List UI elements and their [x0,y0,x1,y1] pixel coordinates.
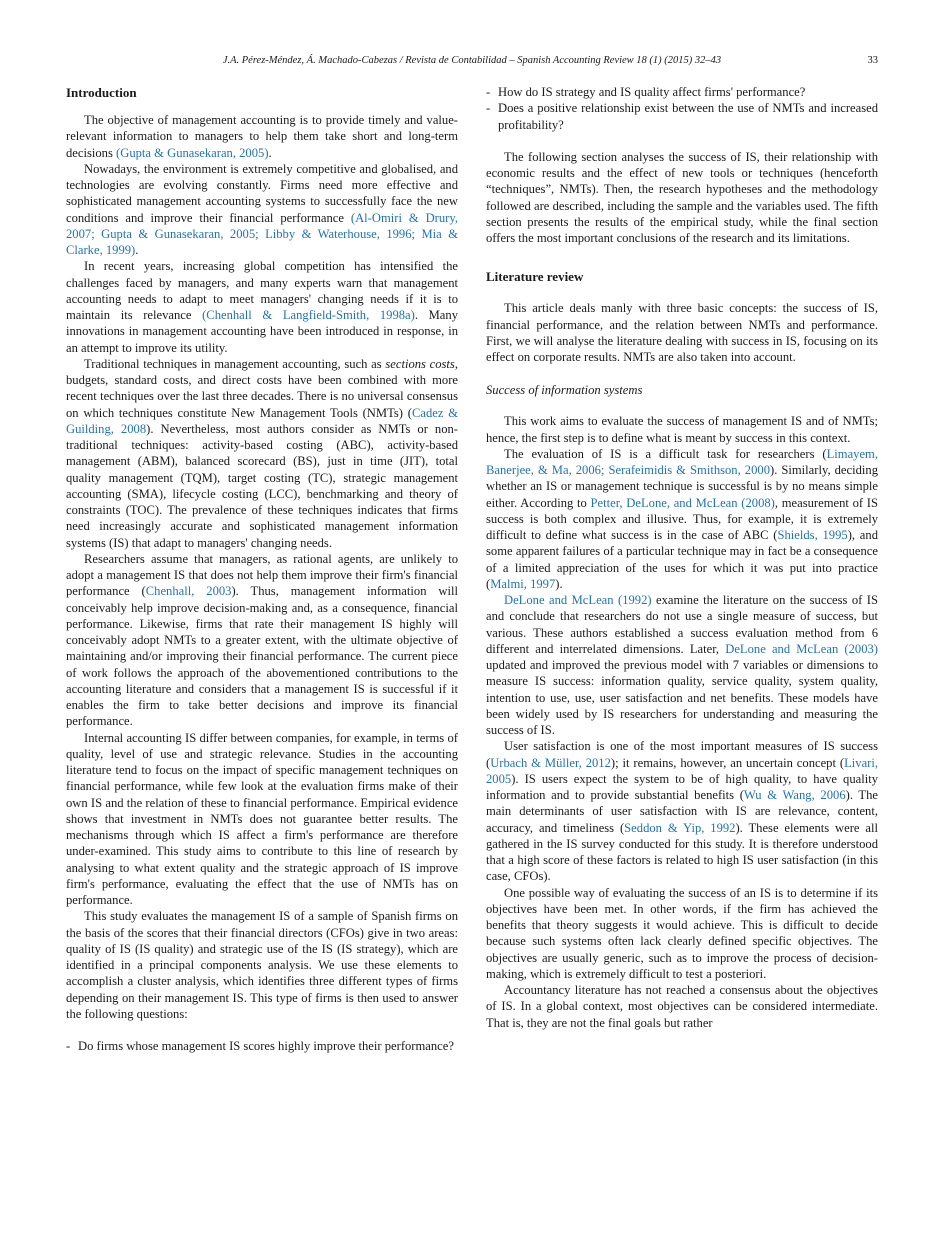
paragraph: Researchers assume that managers, as rational agents, are unlikely to adopt a management IS that does not help them improve their firm's financial performance (Chenhall, 2003). Thus, management information will conceivably help improve decision-making and, as a consequence, financial performance. Likewise, firms that rate their management IS highly will conceivably adopt NMTs to a greater extent, with the ultimate objective of maintaining and/or improving their financial performance. The current piece of work follows the approach of the abovementioned contributions to the accounting literature and considers that a management IS is successful if it enables the firm to take better decisions and improve its financial performance. [66,551,459,729]
right-column [486,84,878,1031]
paragraph: This study evaluates the management IS of a sample of Spanish firms on the basis of the scores that their financial directors (CFOs) give in two areas: quality of IS (IS quality) and strategic use of the IS (IS strategy), which are identified in a principal components analysis. We use these elements to accomplish a cluster analysis, which identifies three different types of firms depending on their management IS. This type of firms is then used to answer the following questions: [66,909,458,1021]
citation-link[interactable]: (Chenhall & Langfield-Smith, 1998a) [202,308,415,322]
paragraph: User satisfaction is one of the most important measures of IS success (Urbach & Müller, 2012); it remains, however, an uncertain concept (Livari, 2005). IS users expect the system to be of high quality, to have quality information and to provide substantial benefits (Wu & Wang, 2006). The main determinants of user satisfaction with IS are relevance, content, accuracy, and timeliness (Seddon & Yip, 1992). These elements were all gathered in the IS survey conducted for this study. It is therefore understood that a high score of these factors is related to high IS user satisfaction (in this case, CFOs). [486,739,879,884]
left-column [66,84,458,1054]
citation-link[interactable]: Cadez & Guilding, 2008 [66,405,458,436]
citation-link[interactable]: Livari, 2005 [486,755,878,786]
paragraph: This work aims to evaluate the success of management IS and of NMTs; hence, the first step is to define what is meant by success in this context. [486,414,878,445]
citation-link[interactable]: Seddon & Yip, 1992 [624,820,736,835]
citation-link[interactable]: Shields, 1995 [777,528,848,542]
paragraph: The objective of management accounting is to provide timely and value-relevant information to managers to help them take short and long-term decisions (Gupta & Gunasekaran, 2005). [66,113,458,160]
paragraph: In recent years, increasing global competition has intensified the challenges faced by managers, and many experts warn that management accounting needs to adapt to meet managers' changing needs if it is to maintain its relevance (Chenhall & Langfield-Smith, 1998a). Many innovations in management accounting have been introduced in response, in an attempt to improve its utility. [66,259,458,355]
paragraph: The following section analyses the success of IS, their relationship with economic results and the effect of new tools or techniques (henceforth “techniques”, NMTs). Then, the research hypotheses and the methodology followed are described, including the sample and the variables used. The fifth section presents the results of the empirical study, while the final section offers the most important conclusions of the research and its limitations. [486,149,878,245]
citation-link[interactable]: Urbach & Müller, 2012 [490,755,611,770]
running-header [66,55,878,71]
paragraph: Nowadays, the environment is extremely competitive and globalised, and technologies are evolving constantly. Firms need more effective and sophisticated management accounting systems to successfully face the new conditions and improve their financial performance (Al-Omiri & Drury, 2007; Gupta & Gunasekaran, 2005; Libby & Waterhouse, 1996; Mia & Clarke, 1999). [66,161,458,257]
list-item: - How do IS strategy and IS quality affect firms' performance? [486,85,806,99]
list-item: - Do firms whose management IS scores highly improve their performance? [66,1039,454,1053]
running-title: J.A. Pérez-Méndez, Á. Machado-Cabezas / Revista de Contabilidad – Spanish Accounting Review 18 (1) (2015) 32–43 [222,55,722,66]
paragraph: This article deals manly with three basic concepts: the success of IS, financial performance, and the relation between NMTs and performance. First, we will analyse the literature dealing with success in IS, focusing on its effect on corporate results. NMTs are also taken into account. [486,301,878,364]
citation-link[interactable]: Wu & Wang, 2006 [743,788,846,802]
citation-link[interactable]: DeLone and McLean (1992) [504,593,652,607]
paragraph: DeLone and McLean (1992) examine the literature on the success of IS and conclude that researchers do not use a single measure of success, but various. These authors established a success evaluation method from 6 different and interrelated dimensions. Later, DeLone and McLean (2003) updated and improved the previous model with 7 variables or dimensions to measure IS success: information quality, service quality, system quality, intention to use, use, user satisfaction and net benefits. These models have been widely used by IS researchers for understanding and measuring the success of IS. [486,593,878,737]
list-item: - Does a positive relationship exist between the use of NMTs and increased profitability? [486,101,878,132]
paragraph: Accountancy literature has not reached a consensus about the objectives of IS. In a global context, most objectives can be considered intermediate. That is, they are not the final goals but rather [486,983,878,1030]
citation-link[interactable]: Petter, DeLone, and McLean (2008) [590,495,775,510]
paragraph: One possible way of evaluating the success of an IS is to determine if its objectives have been met. In other words, if the firm has achieved the benefits that theory suggests it would achieve. This is difficult to decide because such systems often lack clearly defined specific objectives. The objectives are usually generic, such as to improve the process of decision-making, which is extremely difficult to test a posteriori. [486,885,878,981]
citation-link[interactable]: (Gupta & Gunasekaran, 2005) [116,145,269,160]
section-heading-literature-review: Literature review [486,269,584,285]
research-questions-list-cont [486,84,878,133]
page-number: 33 [867,55,878,66]
citation-link[interactable]: Chenhall, 2003 [145,584,232,599]
paragraph: The evaluation of IS is a difficult task for researchers (Limayem, Banerjee, & Ma, 2006; Serafeimidis & Smithson, 2000). Similarly, deciding whether an IS or management technique is successful is by no means simple either. According to Petter, DeLone, and McLean (2008), measurement of IS success is both complex and illusive. Thus, for example, it is extremely difficult to define what success is in the case of ABC (Shields, 1995), and some apparent failures of a particular technique may in fact be a consequence of a limited appreciation of the uses for which it was put into practice (Malmi, 1997). [486,446,879,591]
subsection-heading: Success of information systems [486,383,643,398]
research-questions-list [66,1038,458,1054]
section-heading-introduction: Introduction [66,85,137,100]
paragraph: Traditional techniques in management accounting, such as sections costs, budgets, standard costs, and direct costs have been combined with more recent techniques over the last three decades. There is no universal consensus on which techniques constitute New Management Tools (NMTs) (Cadez & Guilding, 2008). Nevertheless, most authors consider as NMTs or non-traditional techniques: activity-based costing (ABC), activity-based management (ABM), balanced scorecard (BS), just in time (JIT), total quality management (TQM), target costing (TC), strategic management accounting (SMA), lifecycle costing (LCC), benchmarking and theory of constraints (TOC). The prevalence of these techniques indicates that firms need increasingly accurate and sophisticated management information systems (IS) that adapt to managers' changing needs. [66,356,458,550]
paragraph: Internal accounting IS differ between companies, for example, in terms of quality, level of use and strategic relevance. Studies in the accounting literature tend to focus on the impact of specific management techniques on financial performance, while few look at the evaluation firms make of their own IS and the relation of these to financial performance. Empirical evidence shows that investment in NMTs does not guarantee better results. The mechanisms through which IS affect a firm's performance are therefore under-examined. This study aims to contribute to this line of research by analysing to what extent quality and the strategic approach of IS improve firm's performance, evaluating the effect that the use of NMTs has on performance. [66,730,458,907]
citation-link[interactable]: Malmi, 1997 [490,576,556,591]
citation-link[interactable]: Limayem, Banerjee, & Ma, 2006; Serafeimidis & Smithson, 2000 [486,446,878,477]
citation-link[interactable]: (Al-Omiri & Drury, 2007; Gupta & Gunasekaran, 2005; Libby & Waterhouse, 1996; Mia & Clarke, 1999) [66,210,458,257]
citation-link[interactable]: DeLone and McLean (2003) [725,641,878,656]
